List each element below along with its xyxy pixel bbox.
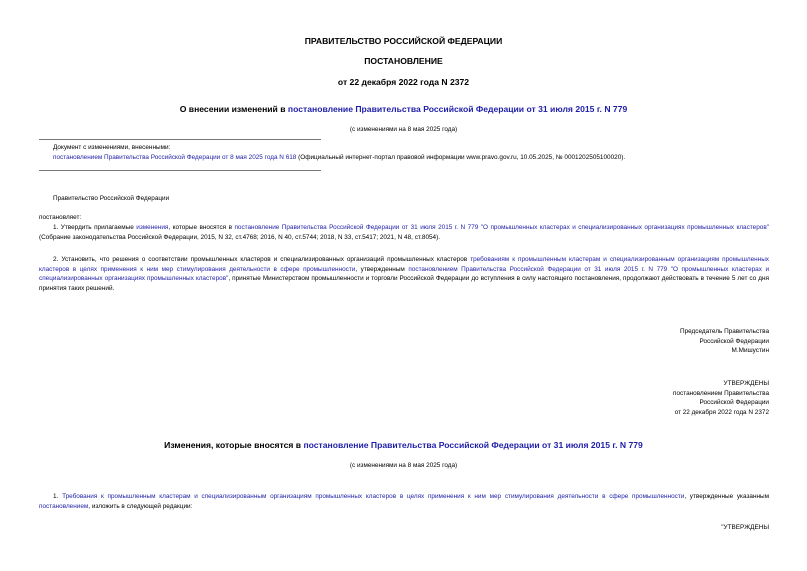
cp1-requirements-link[interactable]: Требования к промышленным кластерам и специализированным организациям промышленных кластеров в целях применения к ним мер стимулирования деятельности в сфере промышленности	[62, 493, 685, 500]
title-amended-note: (с изменениями на 8 мая 2025 года)	[349, 126, 458, 133]
approved-block	[673, 379, 769, 417]
signature-position: Председатель Правительства	[680, 328, 769, 335]
paragraph-1	[39, 223, 769, 242]
p1-text-c: (Собрание законодательства Российской Федерации, 2015, N 32, ст.4768; 2016, N 40, ст.5744; 2018, N 33, ст.5417; 2021, N 48, ст.8054).	[39, 233, 441, 241]
p1-resolution-link[interactable]: постановление Правительства Российской Федерации от 31 июля 2015 г. N 779 "О промышленных кластерах и специализированных организациях промышленных кластеров"	[234, 224, 769, 231]
changes-title-link[interactable]: постановление Правительства Российской Федерации от 31 июля 2015 г. N 779	[303, 440, 643, 450]
cp1-text-b: , утвержденные указанным	[684, 493, 769, 500]
changes-title-prefix: Изменения, которые вносятся в	[164, 440, 304, 450]
document-title	[0, 104, 807, 114]
changes-amended-note: (с изменениями на 8 мая 2025 года)	[349, 462, 458, 469]
resolves-word: постановляет:	[39, 214, 82, 221]
cp1-resolution-link[interactable]: постановлением	[39, 502, 89, 510]
cp1-text-a: 1.	[53, 493, 63, 500]
amendments-intro: Документ с изменениями, внесенными:	[53, 144, 171, 151]
amendments-top-divider	[39, 139, 321, 140]
p1-text-a: 1. Утвердить прилагаемые	[53, 224, 137, 231]
p1-changes-link[interactable]: изменения	[136, 224, 169, 231]
p2-text-a: 2. Установить, что решения о соответствии промышленных кластеров и специализированных организаций промышленных кластеров	[53, 256, 471, 263]
p2-text-b: , утвержденным	[355, 265, 409, 273]
approved-by: постановлением Правительства	[673, 389, 769, 397]
signature-name: М.Мишустин	[731, 347, 769, 355]
approved-date: от 22 декабря 2022 года N 2372	[674, 408, 769, 416]
title-link[interactable]: постановление Правительства Российской Федерации от 31 июля 2015 г. N 779	[287, 104, 628, 114]
government-heading: ПРАВИТЕЛЬСТВО РОССИЙСКОЙ ФЕДЕРАЦИИ	[304, 36, 503, 46]
document-date: от 22 декабря 2022 года N 2372	[337, 77, 470, 87]
amendment-publication: (Официальный интернет-портал правовой информации www.pravo.gov.ru, 10.05.2025, № 0001202505100020).	[296, 153, 626, 161]
quote-approved-heading: "УТВЕРЖДЕНЫ	[721, 524, 769, 531]
signature-block	[680, 327, 769, 356]
changes-title	[0, 440, 807, 450]
p2-resolution-link[interactable]: постановлением Правительства Российской Федерации от 31 июля 2015 г. N 779 "О промышленных кластерах и специализированных организациях промышленных кластеров"	[39, 265, 770, 283]
document-type-heading: ПОСТАНОВЛЕНИЕ	[364, 56, 443, 66]
signature-country: Российской Федерации	[699, 337, 769, 345]
changes-paragraph-1	[39, 492, 769, 511]
approved-country: Российской Федерации	[699, 399, 769, 407]
paragraph-2	[39, 255, 769, 293]
issuer: Правительство Российской Федерации	[53, 195, 170, 202]
p2-text-c: , принятые Министерством промышленности и торговли Российской Федерации до вступления в силу настоящего постановления, продолжают действовать в течение 5 лет со дня принятия таких решений.	[39, 275, 769, 292]
amendments-box	[53, 143, 773, 162]
amendments-source	[53, 153, 773, 163]
p1-text-b: , которые вносятся в	[168, 224, 235, 231]
p2-requirements-link[interactable]: требованиям к промышленным кластерам и специализированным организациям промышленных кластеров в целях применения к ним мер стимулирования деятельности в сфере промышленности	[39, 256, 769, 273]
title-prefix: О внесении изменений в	[179, 104, 288, 114]
amendment-link[interactable]: постановлением Правительства Российской Федерации от 8 мая 2025 года N 618	[53, 153, 297, 161]
amendments-bottom-divider	[39, 170, 321, 171]
approved-heading: УТВЕРЖДЕНЫ	[723, 380, 769, 387]
cp1-text-c: , изложить в следующей редакции:	[88, 502, 193, 510]
